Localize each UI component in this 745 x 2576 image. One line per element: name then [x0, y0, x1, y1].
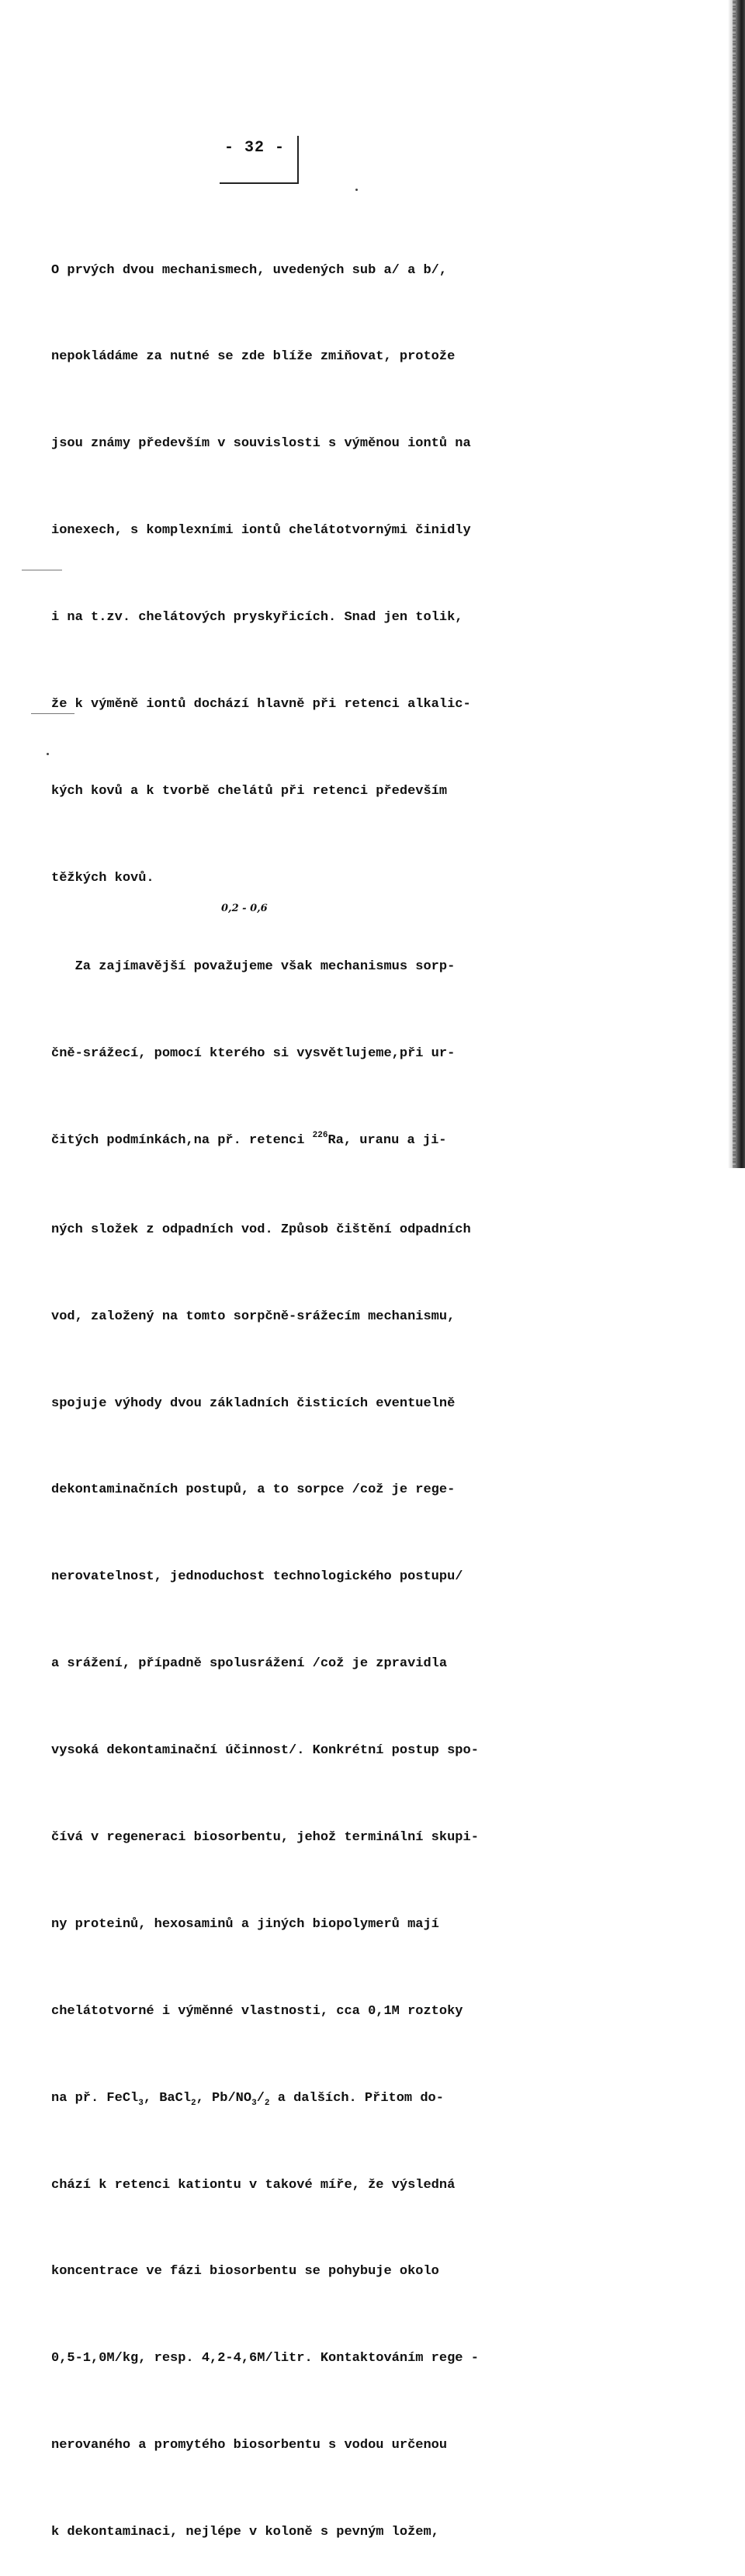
text-line: vod, založený na tomto sorpčně-srážecím mechanismu,	[51, 1309, 456, 1324]
text-line: kých kovů a k tvorbě chelátů při retenci především	[51, 783, 448, 799]
text-line: spojuje výhody dvou základních čisticích eventuelně	[51, 1395, 456, 1411]
text-line: ny proteinů, hexosaminů a jiných biopolymerů mají	[51, 1916, 439, 1932]
text-line: ných složek z odpadních vod. Způsob čištění odpadních	[51, 1222, 471, 1237]
text-fragment: , BaCl	[143, 2090, 192, 2106]
text-fragment: na př. FeCl	[51, 2090, 139, 2106]
text-line: že k výměně iontů dochází hlavně při retenci alkalic-	[51, 697, 471, 712]
scan-binding-edge	[728, 0, 745, 1168]
text-line: 0,5-1,0M/kg, resp. 4,2-4,6M/litr. Kontaktováním rege -	[51, 2351, 479, 2366]
text-line: vysoká dekontaminační účinnost/. Konkrétní postup spo-	[51, 1743, 479, 1759]
text-line: nepokládáme za nutné se zde blíže zmiňovat, protože	[51, 349, 456, 365]
text-line-formulas	[51, 2084, 532, 2113]
isotope-superscript: 226	[312, 1131, 328, 1141]
page-number: - 32 -	[224, 139, 286, 157]
text-fragment: Ra, uranu a ji-	[327, 1133, 447, 1149]
text-line-isotope	[51, 1126, 532, 1157]
page-number-box	[220, 136, 299, 184]
text-fragment: čitých podmínkách,na př. retenci	[51, 1133, 313, 1149]
scan-speck	[47, 753, 49, 755]
text-line: i na t.zv. chelátových pryskyřicích. Snad jen tolik,	[51, 610, 463, 626]
text-line: k dekontaminaci, nejlépe v koloně s pevným ložem,	[51, 2525, 439, 2540]
text-line: Za zajímavější považujeme však mechanismus sorp-	[51, 959, 456, 975]
formula-subscript: 2	[191, 2098, 196, 2108]
formula-subscript: 3	[138, 2098, 144, 2108]
typewritten-paragraph	[51, 198, 532, 2576]
handwritten-correction: 0,2 - 0,6	[221, 903, 268, 914]
text-fragment: /	[256, 2090, 265, 2106]
text-fragment: a dalších. Přitom do-	[269, 2090, 444, 2106]
text-line: těžkých kovů.	[51, 870, 154, 886]
formula-subscript: 3	[251, 2098, 257, 2108]
scan-speck	[355, 189, 358, 191]
text-line: čně-srážecí, pomocí kterého si vysvětlujeme,při ur-	[51, 1046, 456, 1062]
text-fragment: , Pb/NO	[196, 2090, 252, 2106]
text-line: ionexech, s komplexními iontů chelátotvornými činidly	[51, 523, 471, 539]
text-line: O prvých dvou mechanismech, uvedených sub a/ a b/,	[51, 262, 448, 278]
text-line: nerovatelnost, jednoduchost technologického postupu/	[51, 1569, 463, 1585]
text-line: a srážení, případně spolusrážení /což je zpravidla	[51, 1656, 448, 1672]
text-line: chelátotvorné i výměnné vlastnosti, cca 0,1M roztoky	[51, 2003, 463, 2019]
formula-subscript: 2	[264, 2098, 270, 2108]
text-line: chází k retenci kationtu v takové míře, že výsledná	[51, 2177, 456, 2193]
text-line: nerovaného a promytého biosorbentu s vodou určenou	[51, 2438, 448, 2453]
text-line: koncentrace ve fázi biosorbentu se pohybuje okolo	[51, 2264, 439, 2280]
text-line: čívá v regeneraci biosorbentu, jehož terminální skupi-	[51, 1830, 479, 1846]
text-line: jsou známy především v souvislosti s výměnou iontů na	[51, 436, 471, 452]
text-line: dekontaminačních postupů, a to sorpce /což je rege-	[51, 1482, 456, 1498]
